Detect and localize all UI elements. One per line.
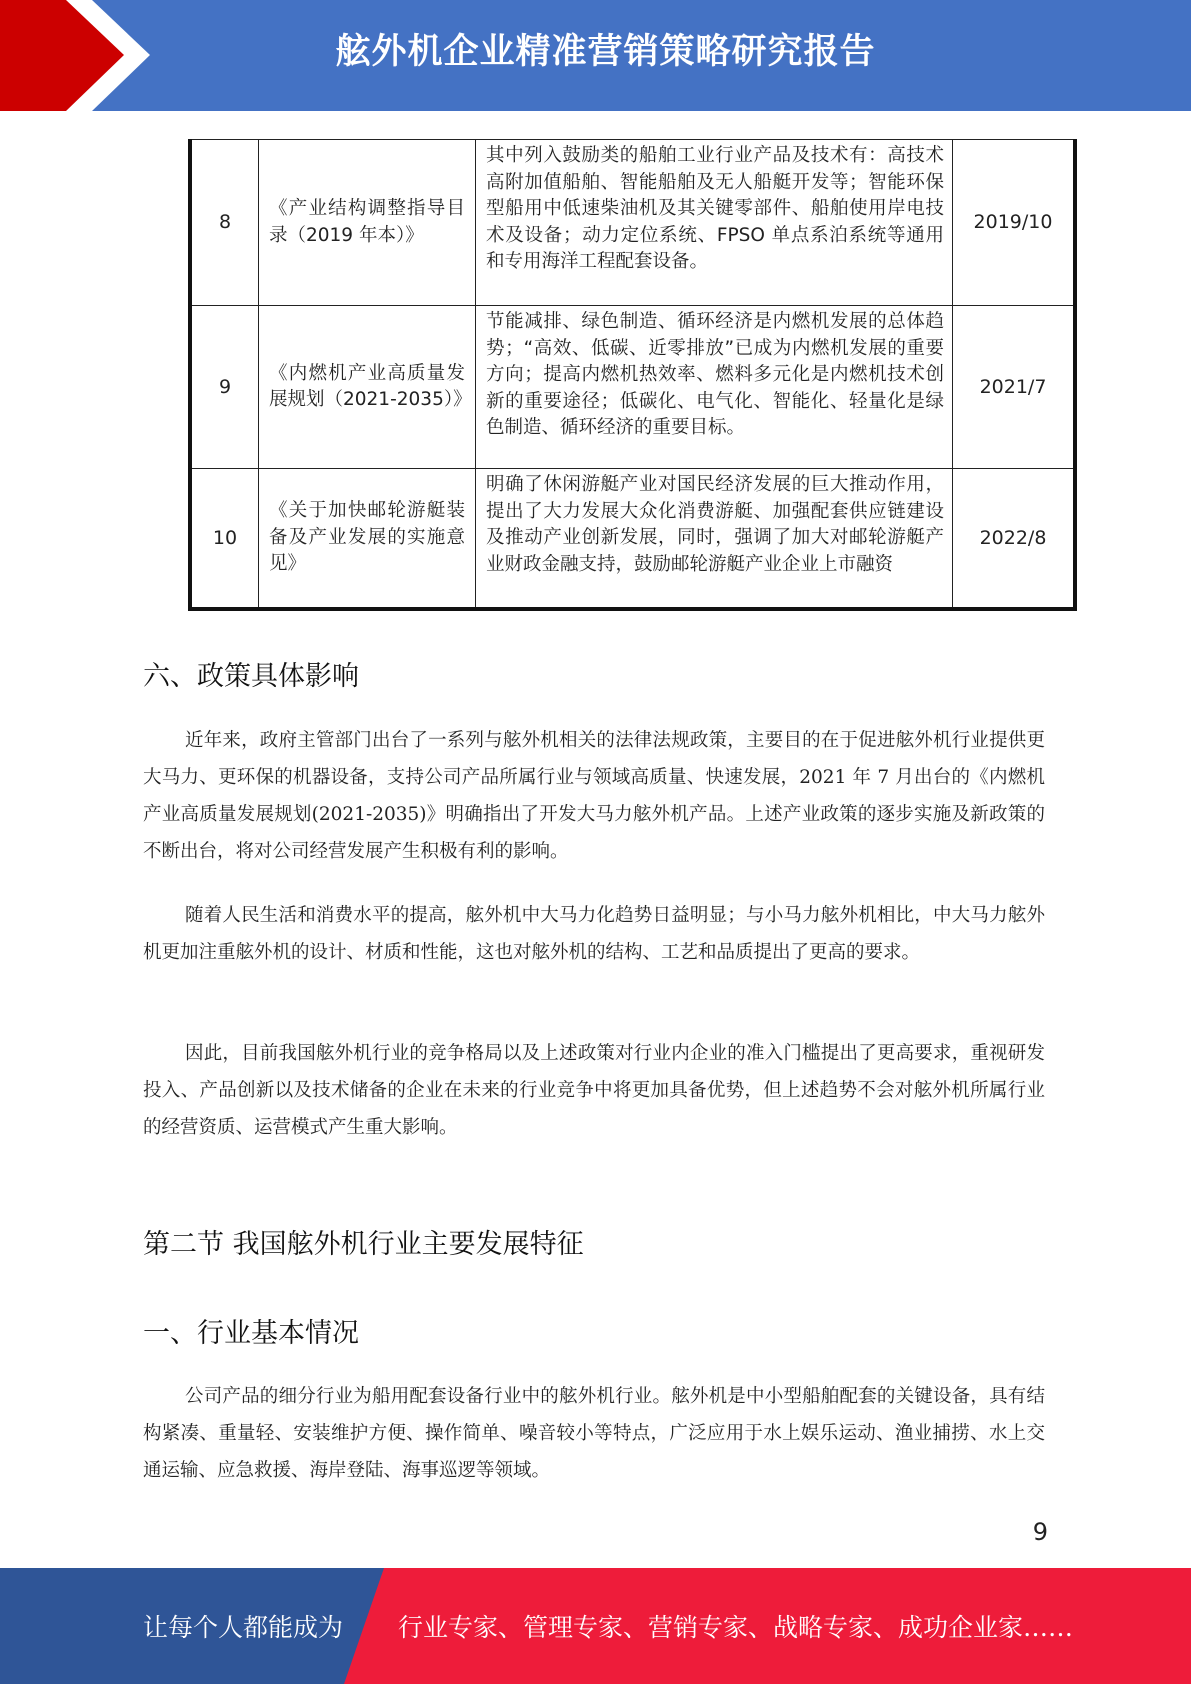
table-row — [190, 140, 1075, 306]
policy-content: 其中列入鼓励类的船舶工业行业产品及技术有：高技术高附加值船舶、智能船舶及无人船艇开发等；智能环保型船用中低速柴油机及其关键零部件、船舶使用岸电技术及设备；动力定位系统、FPSO 单点系泊系统等通用和专用海洋工程配套设备。 — [476, 140, 953, 306]
policy-date: 2021/7 — [953, 306, 1076, 469]
header-band — [0, 0, 1191, 111]
policy-date: 2022/8 — [953, 469, 1076, 610]
policy-name: 《关于加快邮轮游艇装备及产业发展的实施意见》 — [259, 469, 476, 610]
policy-content: 明确了休闲游艇产业对国民经济发展的巨大推动作用，提出了大力发展大众化消费游艇、加强配套供应链建设及推动产业创新发展，同时，强调了加大对邮轮游艇产业财政金融支持，鼓励邮轮游艇产业企业上市融资 — [476, 469, 953, 610]
chapter-heading: 第二节 我国舷外机行业主要发展特征 — [143, 1229, 584, 1260]
footer-slogan-right: 行业专家、管理专家、营销专家、战略专家、成功企业家…… — [398, 1613, 1074, 1642]
document-title: 舷外机企业精准营销策略研究报告 — [335, 32, 876, 72]
row-number: 8 — [190, 140, 259, 306]
policy-content: 节能减排、绿色制造、循环经济是内燃机发展的总体趋势；“高效、低碳、近零排放”已成为内燃机发展的重要方向；提高内燃机热效率、燃料多元化是内燃机技术创新的重要途径；低碳化、电气化、智能化、轻量化是绿色制造、循环经济的重要目标。 — [476, 306, 953, 469]
paragraph: 因此，目前我国舷外机行业的竞争格局以及上述政策对行业内企业的准入门槛提出了更高要求，重视研发投入、产品创新以及技术储备的企业在未来的行业竞争中将更加具备优势，但上述趋势不会对舷外机所属行业的经营资质、运营模式产生重大影响。 — [143, 1043, 1045, 1138]
policy-table — [188, 139, 1077, 611]
page-number: 9 — [1032, 1518, 1048, 1546]
section-heading: 一、行业基本情况 — [143, 1318, 359, 1349]
policy-name: 《产业结构调整指导目录（2019 年本）》 — [259, 140, 476, 306]
footer-slogan-left: 让每个人都能成为 — [143, 1613, 344, 1642]
row-number: 9 — [190, 306, 259, 469]
paragraph: 公司产品的细分行业为船用配套设备行业中的舷外机行业。舷外机是中小型船舶配套的关键设备，具有结构紧凑、重量轻、安装维护方便、操作简单、噪音较小等特点，广泛应用于水上娱乐运动、渔业捕捞、水上交通运输、应急救援、海岸登陆、海事巡逻等领域。 — [143, 1386, 1045, 1481]
section-heading: 六、政策具体影响 — [143, 661, 359, 692]
row-number: 10 — [190, 469, 259, 610]
paragraph: 近年来，政府主管部门出台了一系列与舷外机相关的法律法规政策，主要目的在于促进舷外机行业提供更大马力、更环保的机器设备，支持公司产品所属行业与领域高质量、快速发展，2021 年 7 月出台的《内燃机产业高质量发展规划(2021-2035)》明确指出了开发大马力舷外机产品。上述产业政策的逐步实施及新政策的不断出台，将对公司经营发展产生积极有利的影响。 — [143, 730, 1045, 862]
paragraph: 随着人民生活和消费水平的提高，舷外机中大马力化趋势日益明显；与小马力舷外机相比，中大马力舷外机更加注重舷外机的设计、材质和性能，这也对舷外机的结构、工艺和品质提出了更高的要求。 — [143, 905, 1045, 963]
table-row — [190, 469, 1075, 610]
footer-band — [0, 1568, 1191, 1684]
table-row — [190, 306, 1075, 469]
policy-date: 2019/10 — [953, 140, 1076, 306]
policy-name: 《内燃机产业高质量发展规划（2021-2035）》 — [259, 306, 476, 469]
